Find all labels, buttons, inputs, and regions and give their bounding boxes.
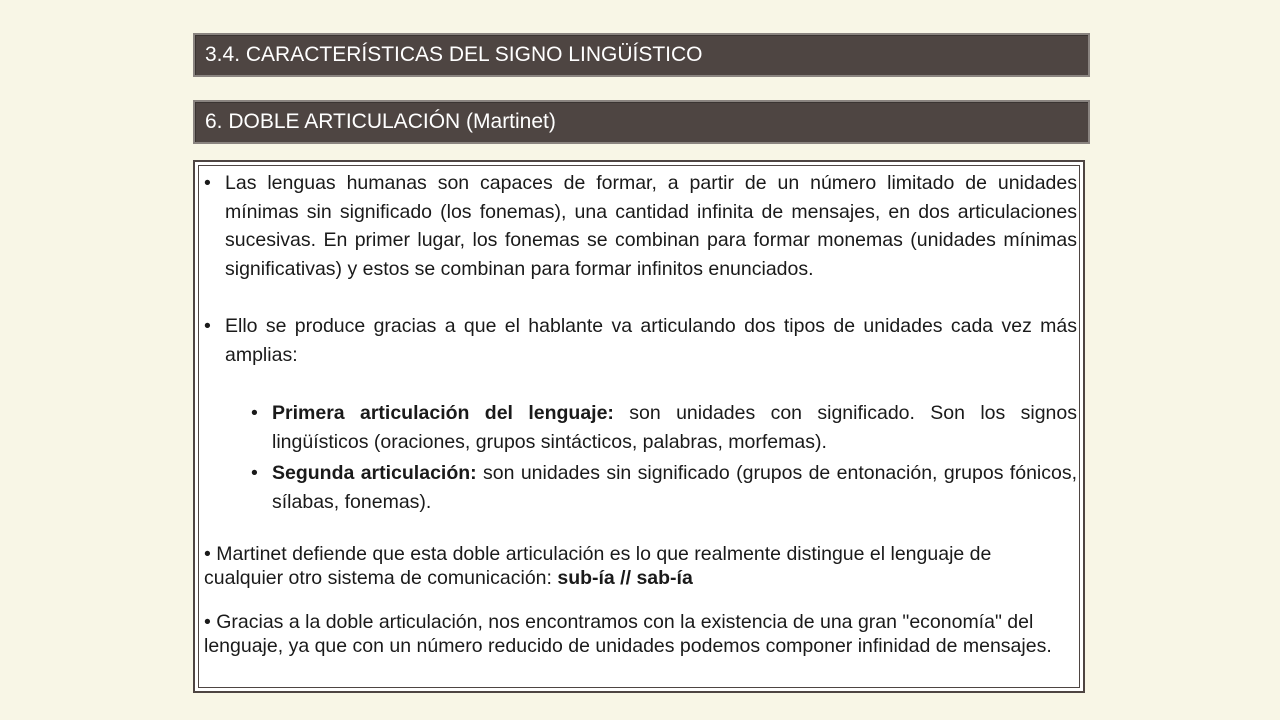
paragraph-text: Las lenguas humanas son capaces de formar, a partir de un número limitado de unidades mínimas sin significado (los fonemas), una cantidad infinita de mensajes, en dos articulaciones sucesivas. En primer lugar, los fonemas se combinan para formar monemas (unidades mínimas significativas) y estos se combinan para formar infinitos enunciados. <box>225 172 1077 280</box>
term-second-articulation: Segunda articulación: <box>272 462 477 484</box>
paragraph-text: Ello se produce gracias a que el hablante va articulando dos tipos de unidades cada vez más amplias: <box>225 315 1077 366</box>
bullet-icon: • <box>204 172 211 194</box>
paragraph-first-articulation <box>251 399 1077 456</box>
section-title: 3.4. CARACTERÍSTICAS DEL SIGNO LINGÜÍSTICO <box>193 33 1090 77</box>
paragraph-text <box>272 399 1077 456</box>
bullet-icon: • <box>251 402 258 424</box>
paragraph-double-articulation-definition <box>204 169 1077 283</box>
bullet-icon: • <box>204 315 211 337</box>
paragraph-two-unit-types <box>204 312 1077 369</box>
definition-text: son unidades con significado. Son los signos lingüísticos (oraciones, grupos sintácticos, palabras, morfemas). <box>272 402 1077 453</box>
paragraph-text: • Martinet defiende que esta doble articulación es lo que realmente distingue el lenguaje de cualquier otro sistema de comunicación: <box>204 543 992 589</box>
subsection-title: 6. DOBLE ARTICULACIÓN (Martinet) <box>193 100 1090 144</box>
paragraph-martinet-distinction <box>204 542 1064 590</box>
paragraph-text <box>272 459 1077 516</box>
paragraph-language-economy: • Gracias a la doble articulación, nos encontramos con la existencia de una gran "economía" del lenguaje, ya que con un número reducido de unidades podemos componer infinidad de mensajes. <box>204 611 1052 657</box>
content-panel <box>193 160 1085 693</box>
definition-text: son unidades sin significado (grupos de entonación, grupos fónicos, sílabas, fonemas). <box>272 462 1078 513</box>
paragraph-second-articulation <box>251 459 1077 516</box>
bullet-icon: • <box>251 462 258 484</box>
example-minimal-pair: sub-ía // sab-ía <box>557 567 693 589</box>
term-first-articulation: Primera articulación del lenguaje: <box>272 402 614 424</box>
